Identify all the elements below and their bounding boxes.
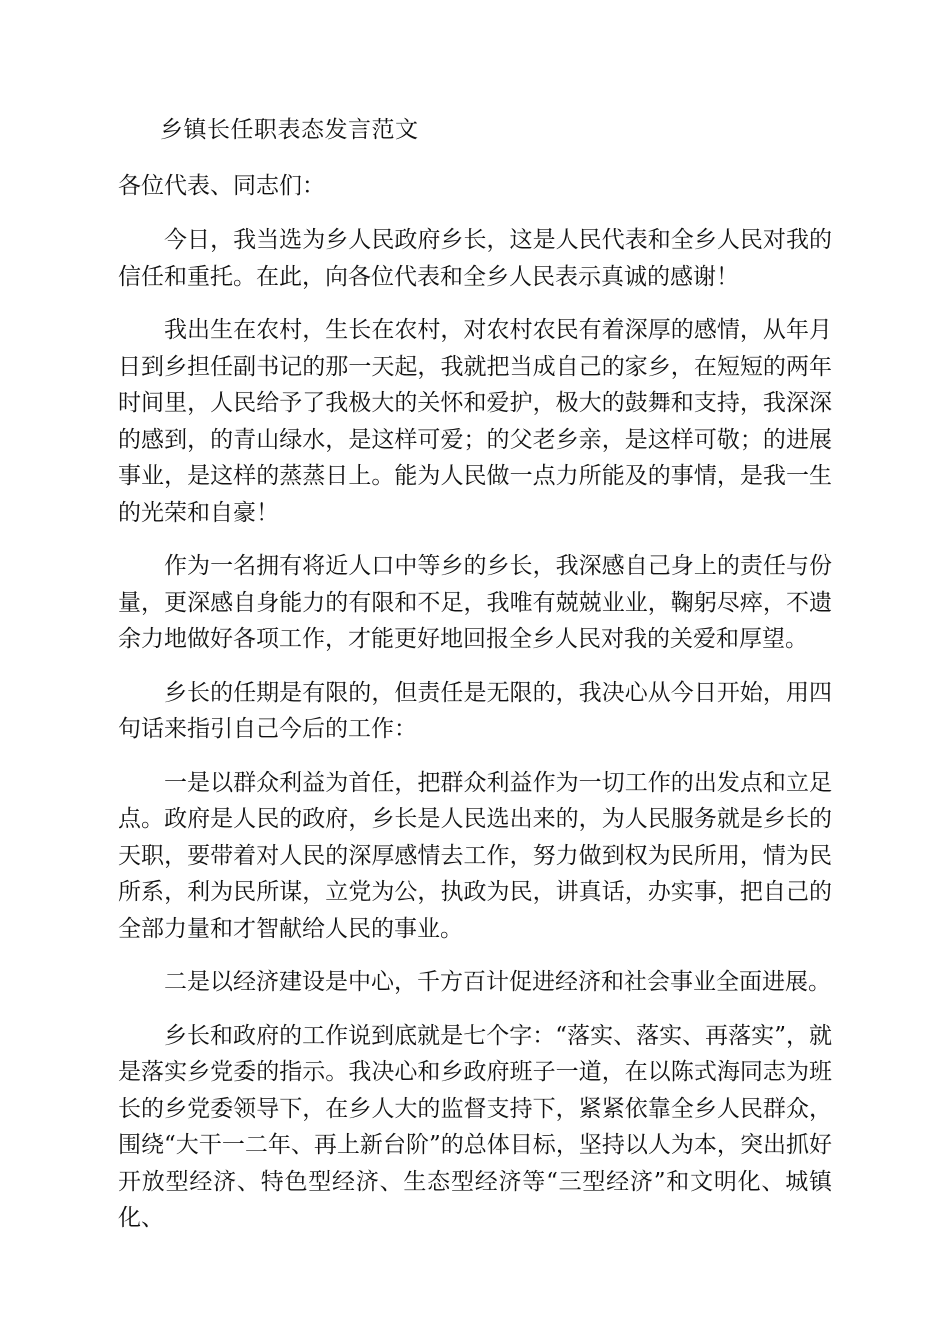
paragraph-4: 乡长的任期是有限的，但责任是无限的，我决心从今日开始，用四句话来指引自己今后的工作： — [118, 679, 832, 742]
paragraph-6: 二是以经济建设是中心，千方百计促进经济和社会事业全面进展。 — [164, 969, 831, 995]
paragraph-3: 作为一名拥有将近人口中等乡的乡长，我深感自己身上的责任与份量，更深感自身能力的有限和不足，我唯有兢兢业业，鞠躬尽瘁，不遗余力地做好各项工作，才能更好地回报全乡人民对我的关爱和厚望。 — [118, 553, 832, 652]
paragraph-2: 我出生在农村，生长在农村，对农村农民有着深厚的感情，从年月日到乡担任副书记的那一天起，我就把当成自己的家乡，在短短的两年时间里，人民给予了我极大的关怀和爱护，极大的鼓舞和支持，我深深的感到，的青山绿水，是这样可爱；的父老乡亲，是这样可敬；的进展事业，是这样的蒸蒸日上。能为人民做一点力所能及的事情，是我一生的光荣和自豪！ — [118, 317, 832, 526]
document-title: 乡镇长任职表态发言范文 — [160, 117, 419, 143]
salutation: 各位代表、同志们： — [118, 173, 325, 199]
paragraph-7: 乡长和政府的工作说到底就是七个字：“落实、落实、再落实”，就是落实乡党委的指示。我决心和乡政府班子一道，在以陈式海同志为班长的乡党委领导下，在乡人大的监督支持下，紧紧依靠全乡人民群众，围绕“大干一二年、再上新台阶”的总体目标，坚持以人为本，突出抓好开放型经济、特色型经济、生态型经济等“三型经济”和文明化、城镇化、 — [118, 1022, 832, 1231]
paragraph-5: 一是以群众利益为首任，把群众利益作为一切工作的出发点和立足点。政府是人民的政府，乡长是人民选出来的，为人民服务就是乡长的天职，要带着对人民的深厚感情去工作，努力做到权为民所用，情为民所系，利为民所谋，立党为公，执政为民，讲真话，办实事，把自己的全部力量和才智献给人民的事业。 — [118, 769, 832, 942]
paragraph-1: 今日，我当选为乡人民政府乡长，这是人民代表和全乡人民对我的信任和重托。在此，向各位代表和全乡人民表示真诚的感谢！ — [118, 227, 832, 290]
document-body — [118, 222, 832, 1254]
